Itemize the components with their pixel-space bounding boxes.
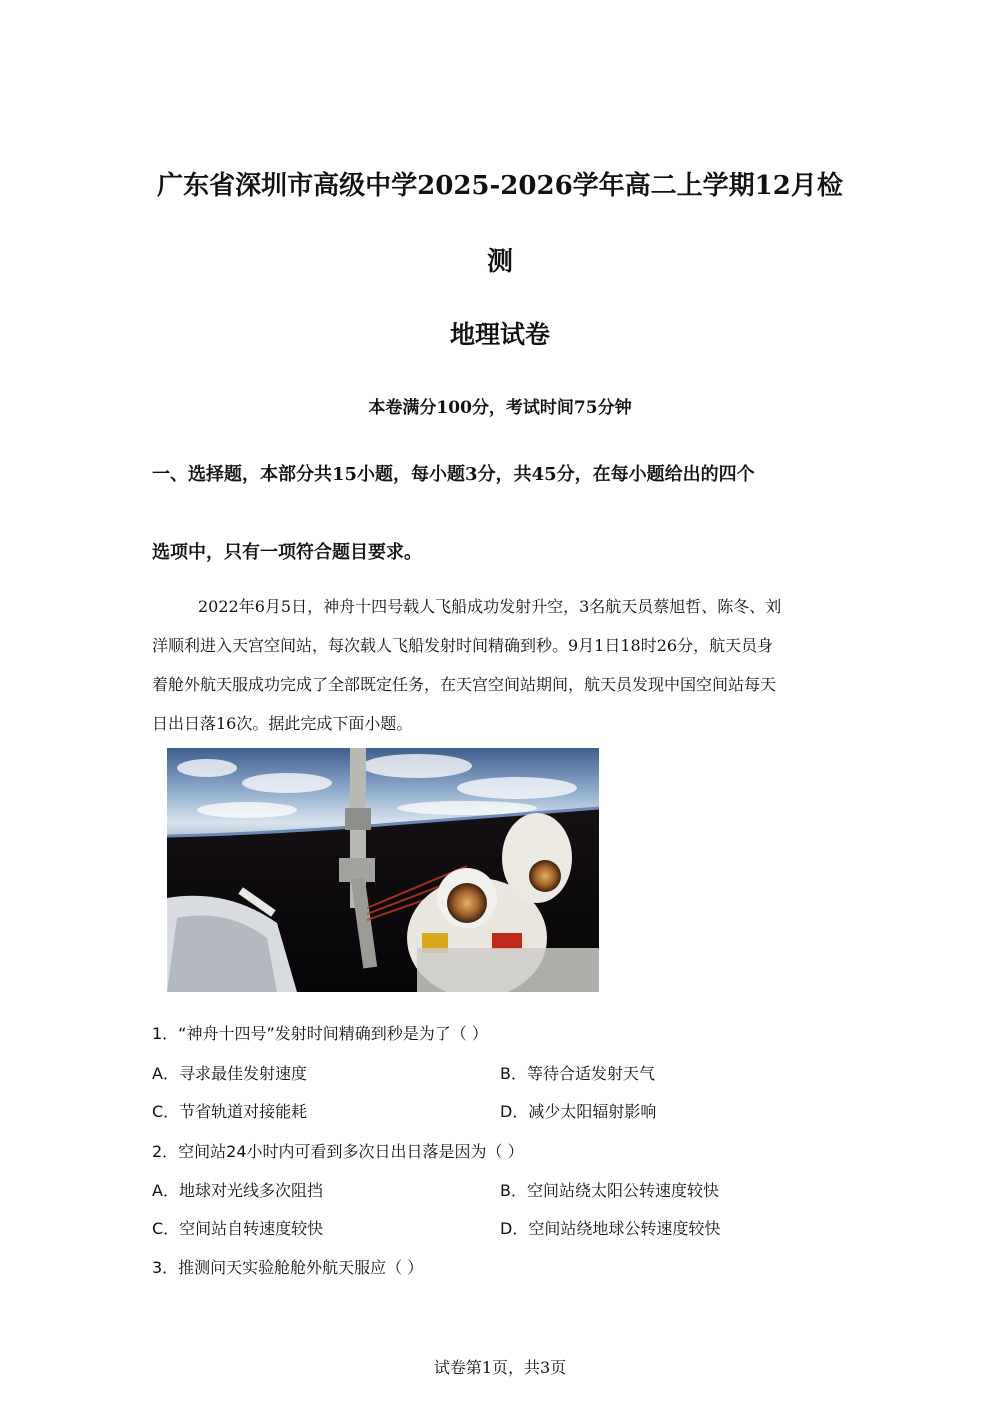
option-d: D．减少太阳辐射影响 [500, 1102, 657, 1121]
option-a: A．地球对光线多次阻挡 [152, 1181, 323, 1200]
passage-line: 日出日落16次。据此完成下面小题。 [152, 714, 413, 733]
option-a: A．寻求最佳发射速度 [152, 1064, 307, 1083]
option-b: B．等待合适发射天气 [500, 1064, 655, 1083]
question-stem: 1．“神舟十四号”发射时间精确到秒是为了（ ） [152, 1024, 488, 1043]
page-footer: 试卷第1页，共3页 [433, 1358, 567, 1377]
question-stem: 3．推测问天实验舱舱外航天服应（ ） [152, 1258, 424, 1277]
passage-line: 2022年6月5日，神舟十四号载人飞船成功发射升空，3名航天员蔡旭哲、陈冬、刘 [198, 597, 782, 616]
document-title: 广东省深圳市高级中学2025-2026学年高二上学期12月检 [157, 171, 843, 201]
option-c: C．节省轨道对接能耗 [152, 1102, 308, 1121]
document-title-continued: 测 [486, 247, 513, 277]
section-heading: 一、选择题，本部分共15小题，每小题3分，共45分，在每小题给出的四个 [152, 464, 755, 485]
exam-info: 本卷满分100分，考试时间75分钟 [368, 398, 632, 418]
question-stem: 2．空间站24小时内可看到多次日出日落是因为（ ） [152, 1142, 524, 1161]
option-b: B．空间站绕太阳公转速度较快 [500, 1181, 719, 1200]
subject-title: 地理试卷 [449, 320, 550, 349]
section-heading-continued: 选项中，只有一项符合题目要求。 [152, 542, 422, 563]
spacewalk-photo [167, 748, 599, 992]
option-d: D．空间站绕地球公转速度较快 [500, 1219, 721, 1238]
option-c: C．空间站自转速度较快 [152, 1219, 324, 1238]
passage-line: 着舱外航天服成功完成了全部既定任务，在天宫空间站期间，航天员发现中国空间站每天 [152, 675, 777, 694]
passage-line: 洋顺利进入天宫空间站，每次载人飞船发射时间精确到秒。9月1日18时26分，航天员身 [152, 636, 774, 655]
